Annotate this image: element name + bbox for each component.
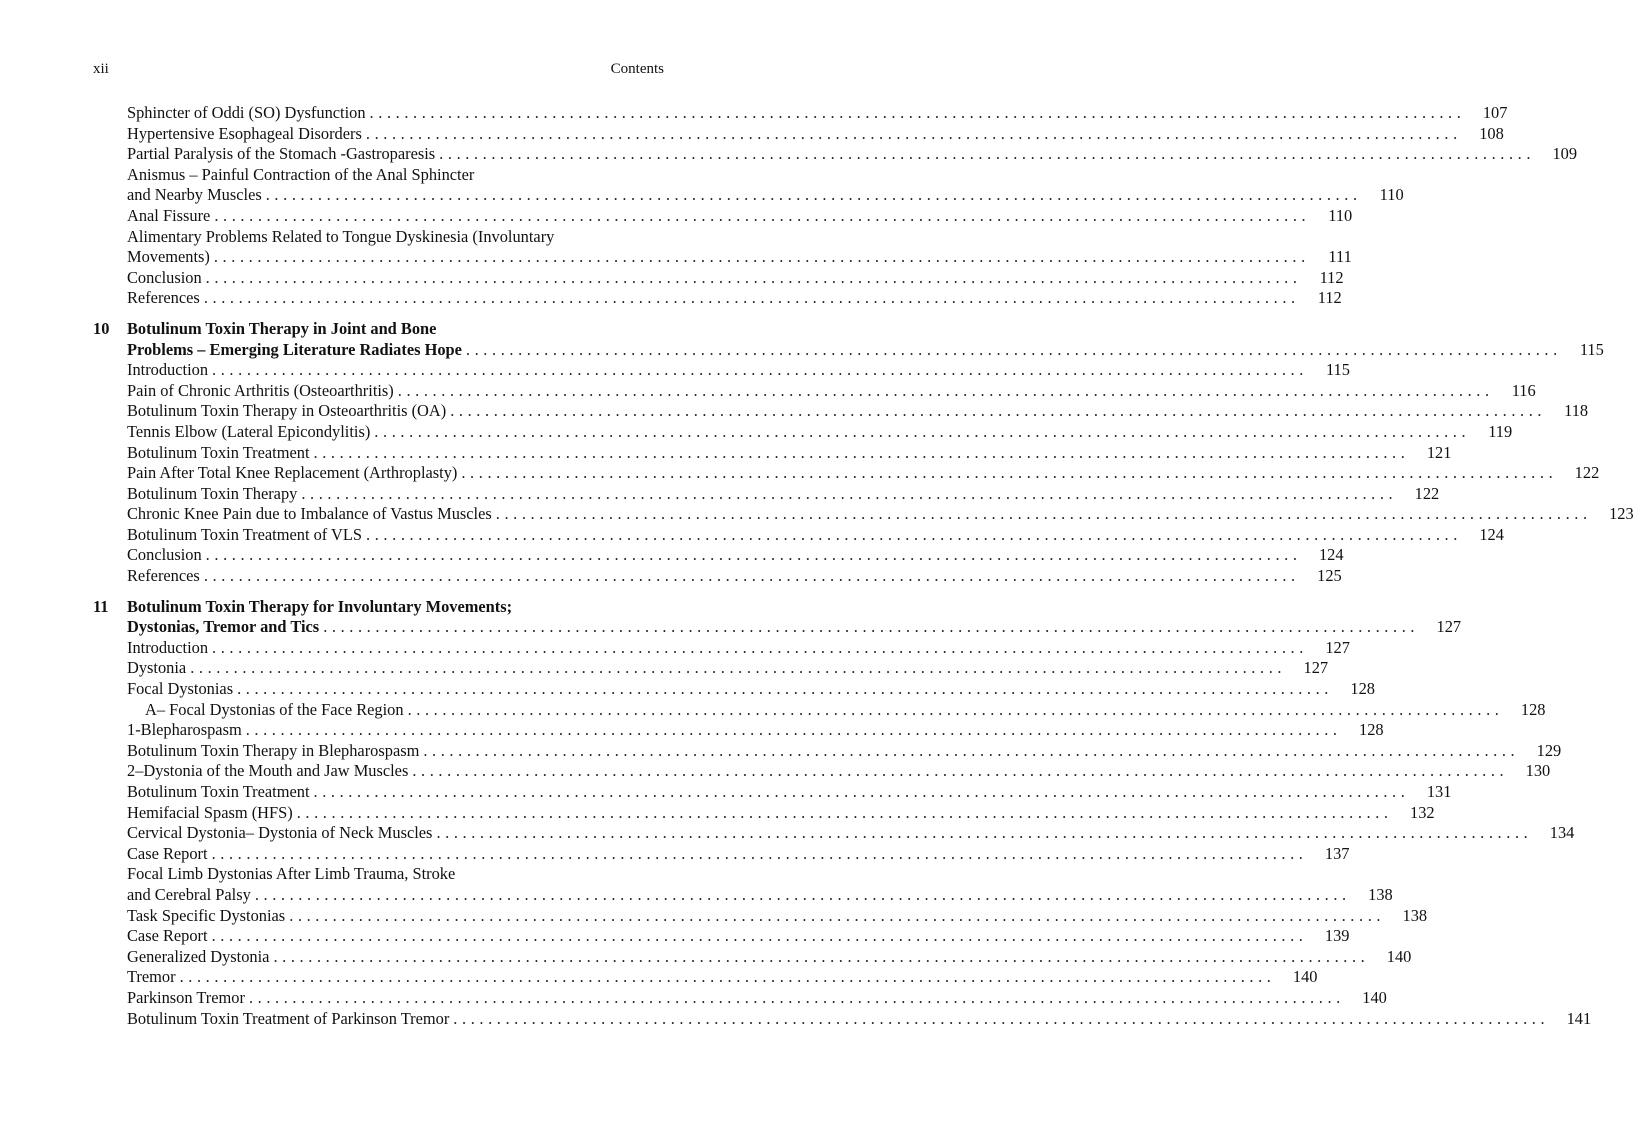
toc-page-number: 128 <box>1520 699 1546 719</box>
dot-leader: .............................................................................................................................. <box>248 987 1345 1007</box>
toc-entry-title: A– Focal Dystonias of the Face Region <box>145 699 404 719</box>
dot-leader: .............................................................................................................................. <box>212 637 1308 657</box>
dot-leader: .............................................................................................................................. <box>453 1008 1550 1028</box>
toc-entry[interactable] <box>93 946 1412 968</box>
toc-entry[interactable] <box>93 679 1375 700</box>
toc-page-number: 137 <box>1324 843 1350 863</box>
toc-entry[interactable] <box>93 247 1352 268</box>
toc-page-number: 140 <box>1386 946 1412 966</box>
toc-page-number: 110 <box>1379 185 1404 205</box>
toc-entry[interactable] <box>93 103 1508 124</box>
dot-leader: .............................................................................................................................. <box>254 884 1351 904</box>
dot-leader: .............................................................................................................................. <box>211 926 1308 946</box>
toc-page-number: 121 <box>1426 442 1452 462</box>
toc-page-number: 111 <box>1328 247 1352 267</box>
dot-leader: .............................................................................................................................. <box>273 946 1370 966</box>
dot-leader: .............................................................................................................................. <box>265 185 1362 205</box>
toc-entry[interactable] <box>93 967 1318 988</box>
toc-entry-title: Conclusion <box>127 267 202 287</box>
toc-entry-line <box>93 227 664 248</box>
toc-entry[interactable] <box>93 637 1350 659</box>
toc-entry-title: Case Report <box>127 926 208 946</box>
table-of-contents <box>93 103 1634 1029</box>
toc-page-number: 115 <box>1579 339 1604 359</box>
toc-entry-title: Hypertensive Esophageal Disorders <box>127 123 362 143</box>
dot-leader: .............................................................................................................................. <box>245 720 1342 740</box>
toc-entry-line <box>93 165 664 186</box>
toc-page-number: 129 <box>1536 740 1562 760</box>
toc-entry-title: Anismus – Painful Contraction of the Anal Sphincter <box>127 164 475 184</box>
toc-entry[interactable] <box>93 720 1384 741</box>
dot-leader: .............................................................................................................................. <box>212 360 1308 380</box>
toc-page-number: 128 <box>1350 679 1375 699</box>
toc-page-number: 140 <box>1362 987 1387 1007</box>
toc-entry[interactable] <box>93 267 1344 289</box>
toc-entry-title: Tennis Elbow (Lateral Epicondylitis) <box>127 421 371 441</box>
toc-page-number: 128 <box>1359 720 1384 740</box>
toc-entry-title: Task Specific Dystonias <box>127 905 286 925</box>
toc-entry-title: Pain of Chronic Arthritis (Osteoarthritis) <box>127 380 394 400</box>
toc-entry-title: Parkinson Tremor <box>127 987 245 1007</box>
dot-leader: .............................................................................................................................. <box>436 823 1533 843</box>
toc-entry-title: Introduction <box>127 360 209 380</box>
toc-entry[interactable] <box>93 926 1350 947</box>
toc-entry-title: Botulinum Toxin Therapy for Involuntary Movements; <box>127 596 513 616</box>
toc-page-number: 107 <box>1482 103 1508 122</box>
toc-entry[interactable] <box>93 360 1350 381</box>
chapter-gap <box>93 309 664 319</box>
toc-page-number: 112 <box>1319 267 1344 287</box>
dot-leader: .............................................................................................................................. <box>213 247 1310 267</box>
dot-leader: .............................................................................................................................. <box>450 401 1547 421</box>
toc-entry-title: Tremor <box>127 967 176 987</box>
toc-page-number: 139 <box>1324 926 1350 946</box>
toc-entry[interactable] <box>93 699 1546 721</box>
dot-leader: .............................................................................................................................. <box>461 463 1558 483</box>
toc-entry[interactable] <box>93 421 1513 443</box>
toc-entry[interactable] <box>93 463 1600 484</box>
toc-page-number: 141 <box>1566 1008 1592 1028</box>
running-title: Contents <box>610 61 664 77</box>
toc-page-number: 134 <box>1549 823 1575 843</box>
toc-entry[interactable] <box>93 401 1589 422</box>
toc-entry[interactable] <box>93 442 1452 464</box>
toc-page-number: 124 <box>1318 545 1344 565</box>
toc-page-number: 112 <box>1317 288 1342 308</box>
dot-leader: .............................................................................................................................. <box>313 782 1410 801</box>
toc-entry-title: Botulinum Toxin Treatment <box>127 442 310 462</box>
toc-entry[interactable] <box>93 483 1440 505</box>
dot-leader: .............................................................................................................................. <box>211 843 1308 863</box>
toc-entry-title: Conclusion <box>127 545 202 565</box>
toc-entry-title: Cervical Dystonia– Dystonia of Neck Muscles <box>127 823 433 843</box>
chapter-title <box>93 319 664 340</box>
dot-leader: .............................................................................................................................. <box>465 339 1562 359</box>
toc-entry-title: Chronic Knee Pain due to Imbalance of Vastus Muscles <box>127 504 492 524</box>
toc-entry-title: References <box>127 288 200 308</box>
dot-leader: .............................................................................................................................. <box>323 617 1420 637</box>
dot-leader: .............................................................................................................................. <box>237 679 1333 699</box>
toc-entry-title: Focal Dystonias <box>127 679 234 699</box>
toc-page-number: 122 <box>1414 483 1440 503</box>
toc-entry[interactable] <box>93 987 1387 1009</box>
toc-entry-title: Dystonias, Tremor and Tics <box>127 617 320 637</box>
dot-leader: .............................................................................................................................. <box>412 761 1509 781</box>
toc-entry[interactable] <box>93 380 1536 402</box>
toc-entry[interactable] <box>93 905 1428 927</box>
toc-entry[interactable] <box>93 566 1342 587</box>
toc-page-number: 127 <box>1436 617 1462 637</box>
toc-entry[interactable] <box>93 524 1504 546</box>
dot-leader: .............................................................................................................................. <box>203 566 1300 586</box>
toc-entry[interactable] <box>93 802 1435 824</box>
toc-entry-line <box>93 864 664 885</box>
dot-leader: .............................................................................................................................. <box>407 699 1504 719</box>
toc-entry-title: Hemifacial Spasm (HFS) <box>127 802 293 822</box>
dot-leader: .............................................................................................................................. <box>397 380 1494 400</box>
dot-leader: .............................................................................................................................. <box>366 524 1462 544</box>
toc-entry-title: and Cerebral Palsy <box>127 884 251 904</box>
dot-leader: .............................................................................................................................. <box>205 545 1302 565</box>
chapter-number: 11 <box>93 596 109 616</box>
toc-entry-title: Botulinum Toxin Treatment of Parkinson Tremor <box>127 1008 450 1028</box>
toc-entry-title: Dystonia <box>127 658 187 678</box>
chapter-number: 10 <box>93 318 110 338</box>
toc-entry[interactable] <box>93 205 1353 227</box>
toc-page-number: 123 <box>1609 504 1634 524</box>
toc-entry-title: 2–Dystonia of the Mouth and Jaw Muscles <box>127 761 409 781</box>
toc-entry[interactable] <box>93 884 1393 906</box>
toc-entry-title: Botulinum Toxin Treatment <box>127 782 310 801</box>
toc-entry-title: Introduction <box>127 637 209 657</box>
toc-page-number: 127 <box>1303 658 1329 678</box>
dot-leader: .............................................................................................................................. <box>374 421 1471 441</box>
toc-entry[interactable] <box>93 658 1329 679</box>
toc-entry-title: Botulinum Toxin Therapy in Osteoarthritis (OA) <box>127 401 447 421</box>
toc-entry-title: Botulinum Toxin Therapy <box>127 483 298 503</box>
toc-page-number: 132 <box>1410 802 1435 822</box>
toc-entry[interactable] <box>93 123 1504 145</box>
toc-entry-title: 1-Blepharospasm <box>127 720 242 740</box>
toc-page-number: 125 <box>1317 566 1342 586</box>
toc-entry[interactable] <box>93 761 1551 782</box>
toc-entry-title: Movements) <box>127 247 210 267</box>
toc-page-number: 127 <box>1325 637 1350 657</box>
toc-entry-title: Case Report <box>127 843 208 863</box>
dot-leader: .............................................................................................................................. <box>439 144 1536 164</box>
toc-page-number: 140 <box>1292 967 1318 987</box>
toc-page-number: 108 <box>1479 123 1504 143</box>
toc-page-number: 118 <box>1564 401 1589 421</box>
toc-page-number: 119 <box>1488 421 1513 441</box>
toc-page-number: 138 <box>1368 884 1393 904</box>
chapter-title-entry[interactable] <box>93 617 1462 638</box>
dot-leader: .............................................................................................................................. <box>296 802 1393 822</box>
toc-entry-title: Anal Fissure <box>127 205 211 225</box>
dot-leader: .............................................................................................................................. <box>365 123 1462 143</box>
toc-entry-title: Sphincter of Oddi (SO) Dysfunction <box>127 103 366 122</box>
dot-leader: .............................................................................................................................. <box>301 483 1398 503</box>
toc-entry[interactable] <box>93 545 1344 566</box>
dot-leader: .............................................................................................................................. <box>179 967 1276 987</box>
toc-entry[interactable] <box>93 823 1575 844</box>
dot-leader: .............................................................................................................................. <box>495 504 1592 524</box>
toc-entry-title: Botulinum Toxin Therapy in Joint and Bone <box>127 318 437 338</box>
toc-page-number: 130 <box>1525 761 1551 781</box>
dot-leader: .............................................................................................................................. <box>203 288 1300 308</box>
toc-page-number: 116 <box>1511 380 1536 400</box>
toc-page-number: 122 <box>1574 463 1600 483</box>
toc-page-number: 131 <box>1426 782 1452 801</box>
toc-entry-title: Botulinum Toxin Therapy in Blepharospasm <box>127 740 420 760</box>
dot-leader: .............................................................................................................................. <box>205 267 1302 287</box>
toc-entry-title: Problems – Emerging Literature Radiates Hope <box>127 339 462 359</box>
toc-entry[interactable] <box>93 782 1452 803</box>
toc-page-number: 115 <box>1325 360 1350 380</box>
toc-entry-title: Partial Paralysis of the Stomach -Gastroparesis <box>127 144 436 164</box>
toc-entry-title: and Nearby Muscles <box>127 185 262 205</box>
toc-entry-title: Pain After Total Knee Replacement (Arthroplasty) <box>127 463 458 483</box>
toc-entry[interactable] <box>93 1008 1592 1030</box>
dot-leader: .............................................................................................................................. <box>289 905 1386 925</box>
toc-entry-title: Alimentary Problems Related to Tongue Dyskinesia (Involuntary <box>127 226 555 246</box>
toc-entry[interactable] <box>93 185 1404 206</box>
toc-entry[interactable] <box>93 504 1634 525</box>
toc-entry-title: Botulinum Toxin Treatment of VLS <box>127 524 363 544</box>
dot-leader: .............................................................................................................................. <box>313 442 1410 462</box>
toc-entry-title: Focal Limb Dystonias After Limb Trauma, Stroke <box>127 864 456 884</box>
toc-entry[interactable] <box>93 144 1578 165</box>
chapter-title <box>93 597 664 618</box>
toc-page-number: 124 <box>1479 524 1504 544</box>
toc-entry[interactable] <box>93 843 1350 865</box>
toc-page-number: 138 <box>1402 905 1428 925</box>
toc-entry-title: References <box>127 566 200 586</box>
dot-leader: .............................................................................................................................. <box>423 740 1520 760</box>
chapter-title-entry[interactable] <box>93 339 1604 361</box>
toc-entry-title: Generalized Dystonia <box>127 946 270 966</box>
dot-leader: .............................................................................................................................. <box>214 205 1311 225</box>
toc-entry[interactable] <box>93 288 1342 309</box>
page-number: xii <box>93 61 109 77</box>
toc-page-number: 109 <box>1552 144 1578 164</box>
toc-entry[interactable] <box>93 740 1562 762</box>
dot-leader: .............................................................................................................................. <box>190 658 1287 678</box>
chapter-gap <box>93 587 664 597</box>
toc-page-number: 110 <box>1328 205 1353 225</box>
dot-leader: .............................................................................................................................. <box>369 103 1466 122</box>
